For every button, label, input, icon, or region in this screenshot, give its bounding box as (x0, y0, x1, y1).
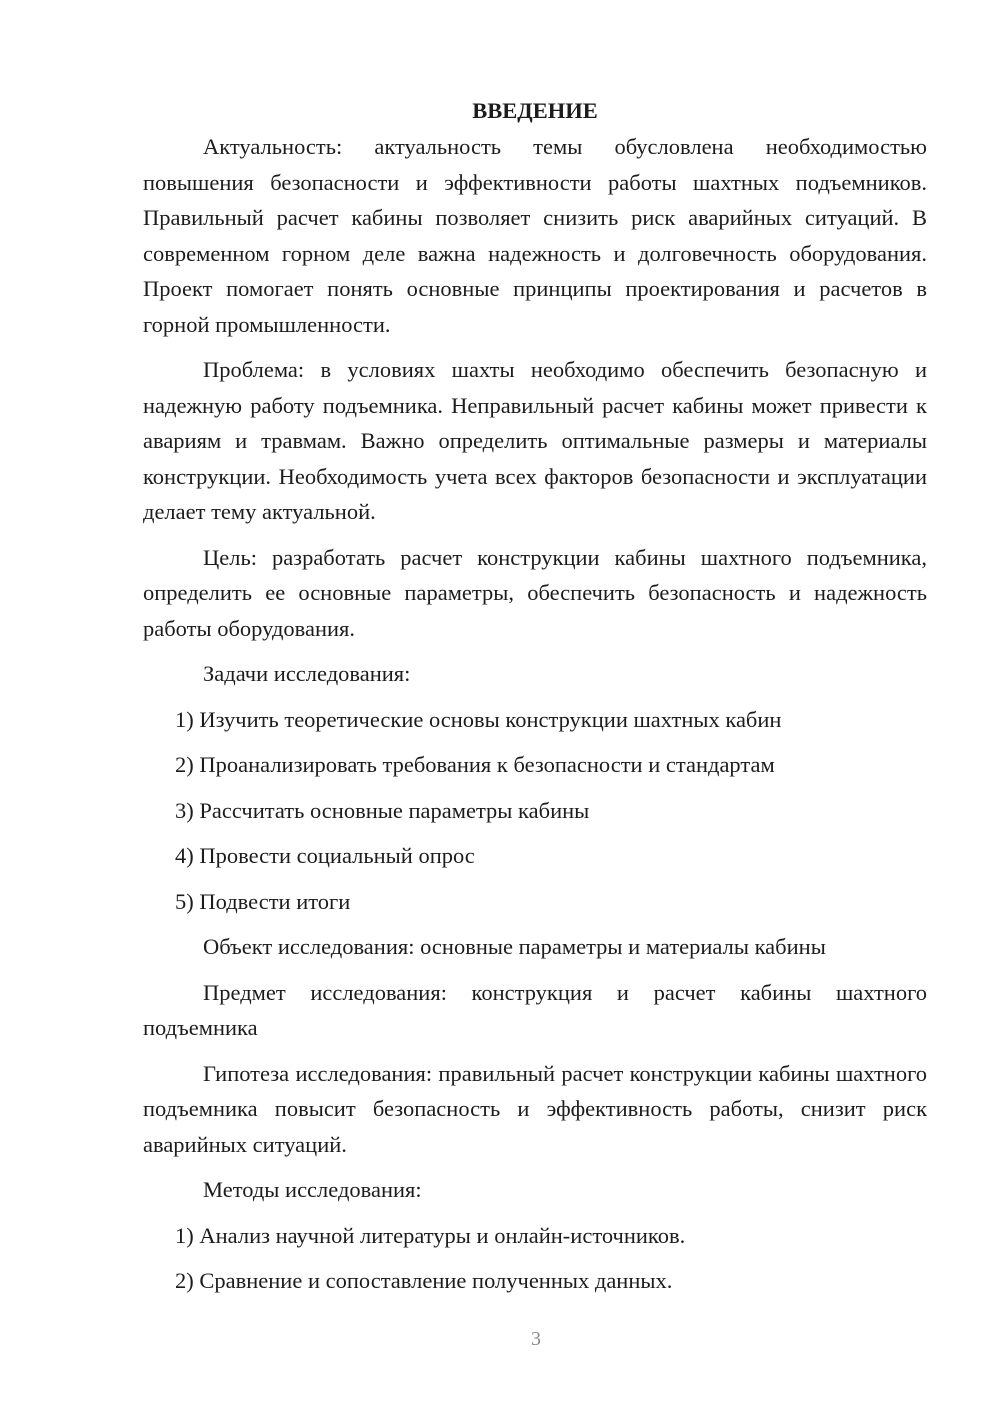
method-item: 1) Анализ научной литературы и онлайн-источников. (175, 1222, 686, 1248)
section-title: ВВЕДЕНИЕ (472, 98, 598, 123)
object-paragraph: Объект исследования: основные параметры и материалы кабины (203, 934, 826, 959)
page-body (143, 93, 927, 1309)
task-item: 4) Провести социальный опрос (175, 843, 475, 868)
hypothesis-paragraph: Гипотеза исследования: правильный расчет конструкции кабины шахтного подъемника повысит безопасность и эффективность работы, снизит риск аварийных ситуаций. (143, 1060, 927, 1157)
subject-paragraph: Предмет исследования: конструкция и расчет кабины шахтного подъемника (143, 979, 927, 1040)
task-item: 5) Подвести итоги (175, 888, 351, 914)
problem-paragraph: Проблема: в условиях шахты необходимо обеспечить безопасную и надежную работу подъемника. Неправильный расчет кабины может привести к авариям и травмам. Важно определить оптимальные размеры и материалы конструкции. Необходимость учета всех факторов безопасности и эксплуатации делает тему актуальной. (143, 357, 927, 524)
relevance-paragraph: Актуальность: актуальность темы обусловлена необходимостью повышения безопасности и эффективности работы шахтных подъемников. Правильный расчет кабины позволяет снизить риск аварийных ситуаций. В современном горном деле важна надежность и долговечность оборудования. Проект помогает понять основные принципы проектирования и расчетов в горной промышленности. (143, 134, 927, 337)
methods-heading: Методы исследования: (203, 1177, 422, 1202)
tasks-heading: Задачи исследования: (203, 661, 411, 686)
goal-paragraph: Цель: разработать расчет конструкции кабины шахтного подъемника, определить ее основные параметры, обеспечить безопасность и надежность работы оборудования. (143, 544, 927, 641)
task-item: 2) Проанализировать требования к безопасности и стандартам (175, 752, 775, 777)
page-number: 3 (531, 1328, 541, 1350)
task-item: 3) Рассчитать основные параметры кабины (175, 797, 590, 823)
method-item: 2) Сравнение и сопоставление полученных данных. (175, 1268, 673, 1293)
task-item: 1) Изучить теоретические основы конструкции шахтных кабин (175, 706, 782, 732)
